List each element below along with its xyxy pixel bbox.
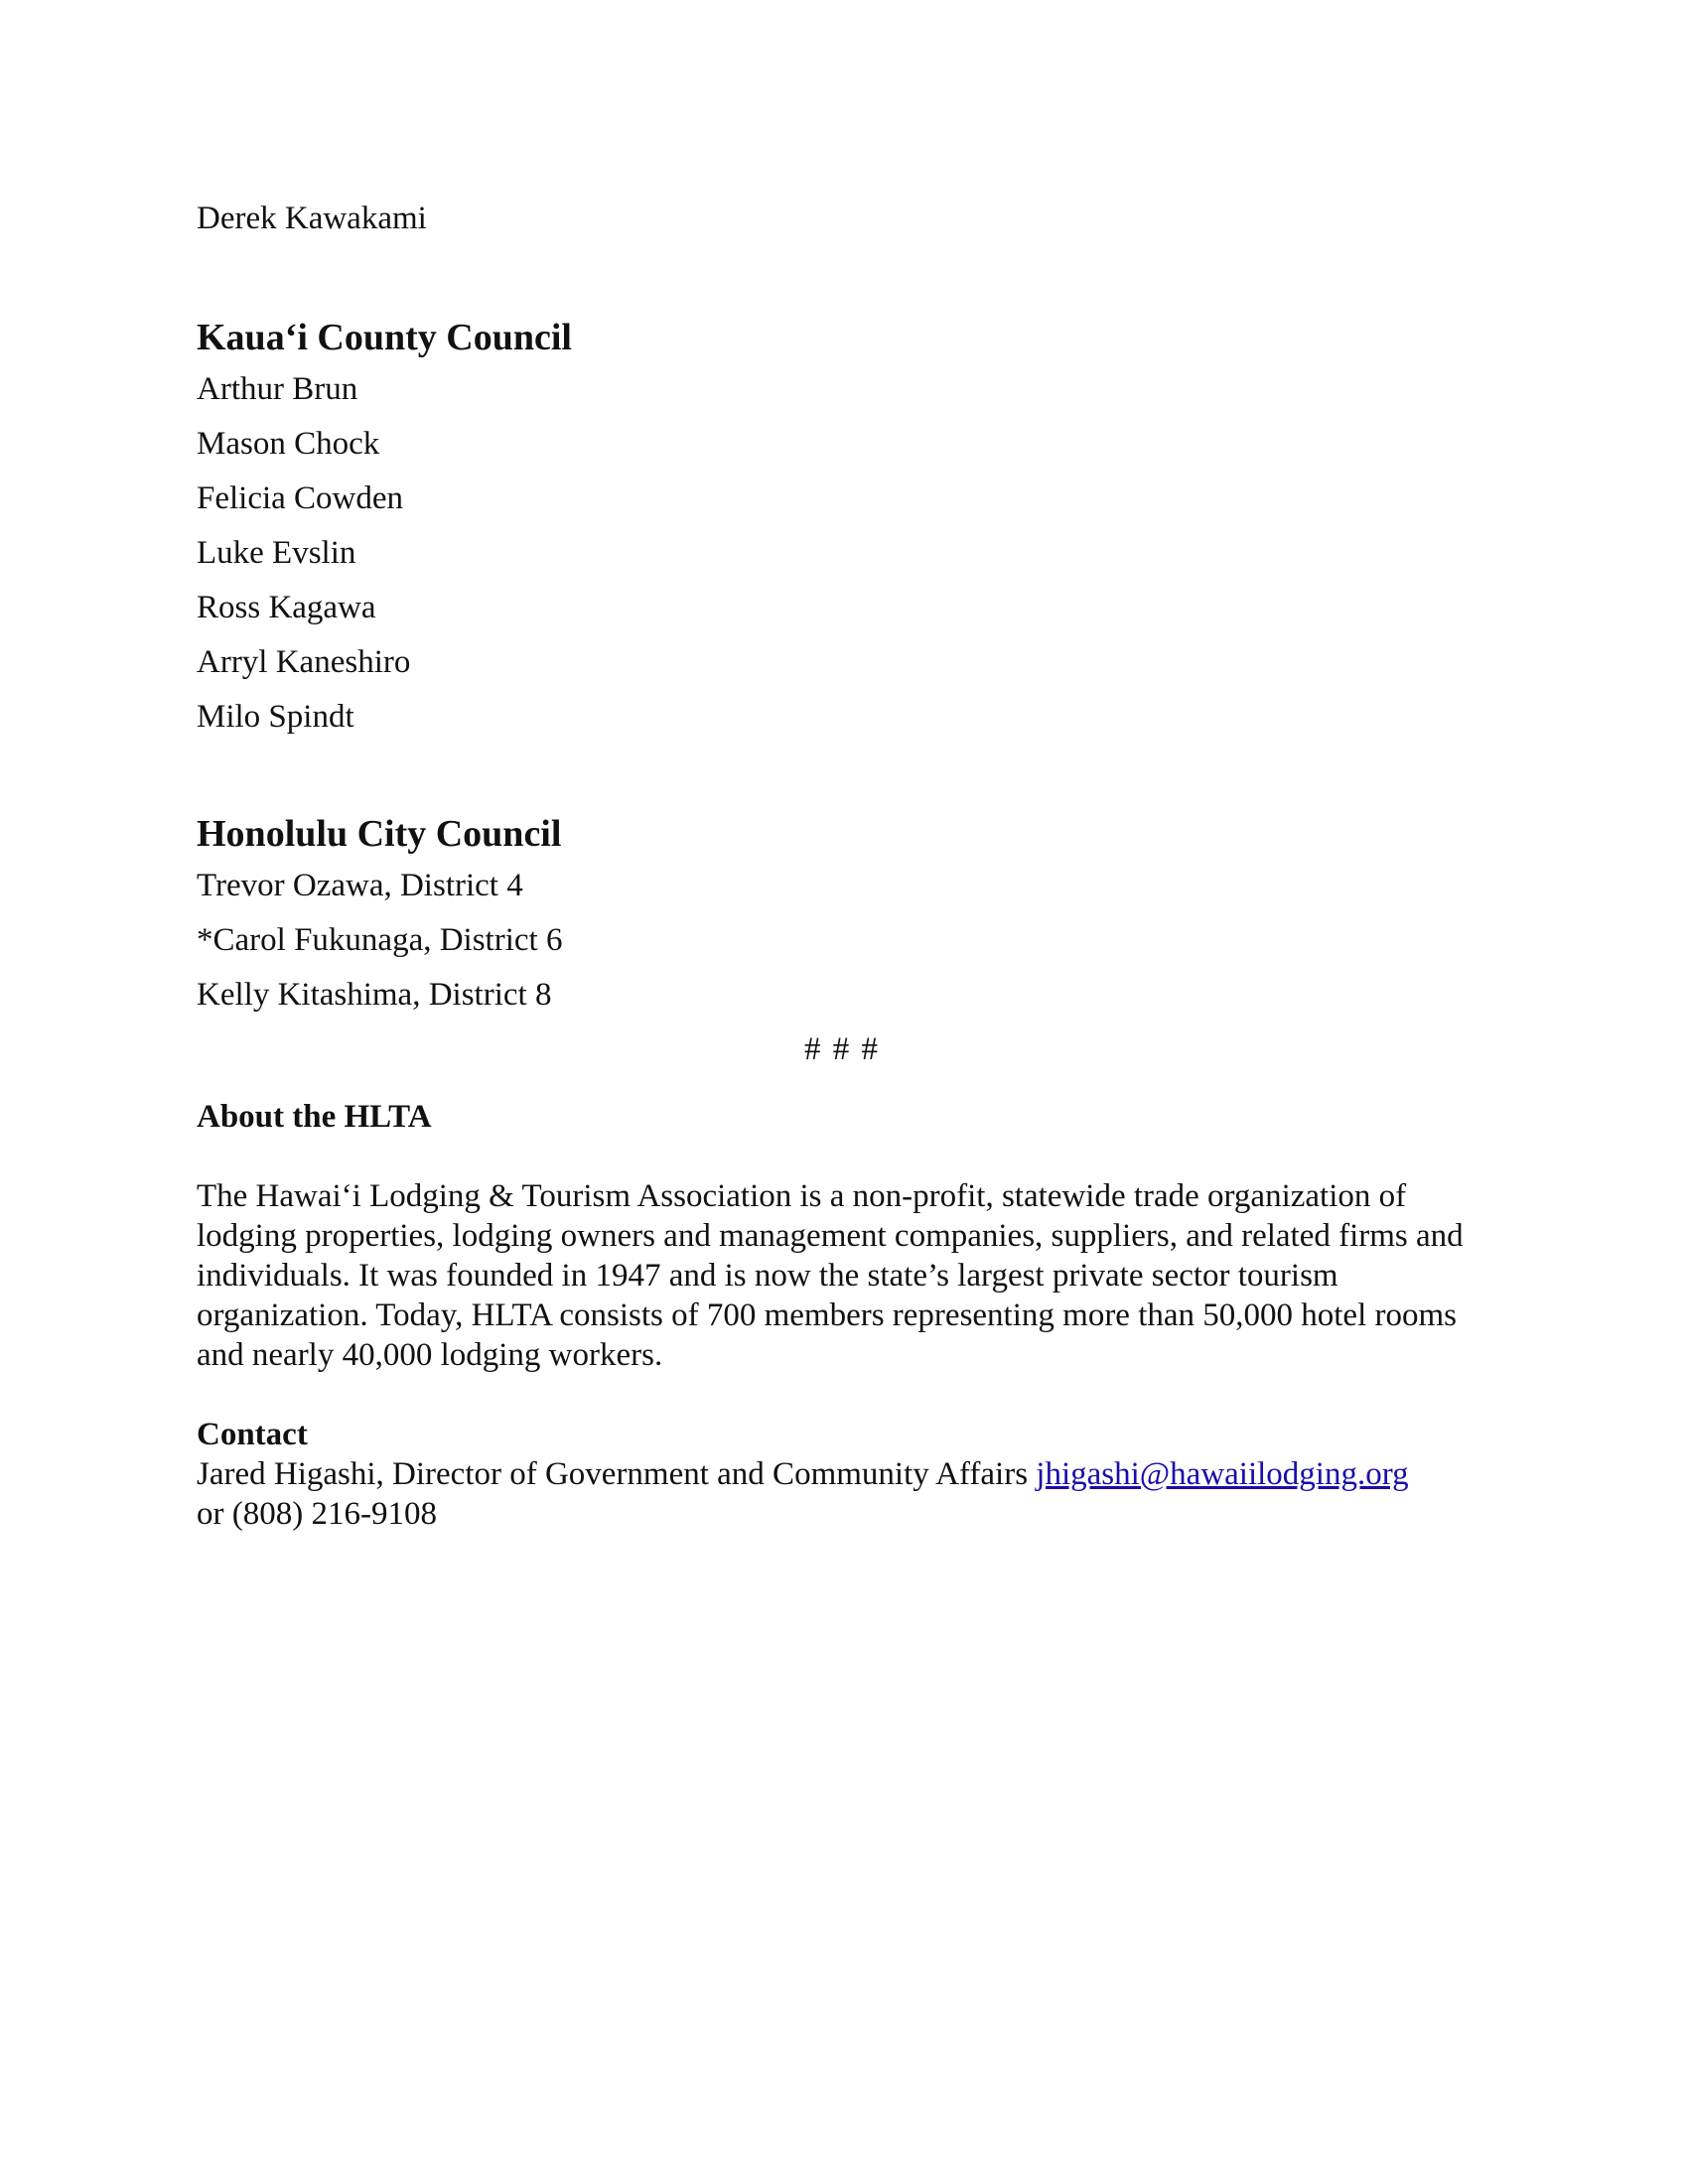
about-paragraph: The Hawaiʻi Lodging & Tourism Association is a non-profit, statewide trade organization of lodging properties, lodging owners and management companies, suppliers, and related firms and individuals. It was founded in 1947 and is now the state’s largest private sector tourism organization. Today, HLTA consists of 700 members representing more than 50,000 hotel rooms and nearly 40,000 lodging workers. [197, 1178, 1464, 1373]
contact-email-link[interactable]: jhigashi@hawaiilodging.org [1036, 1456, 1409, 1492]
honolulu-member: *Carol Fukunaga, District 6 [197, 922, 563, 958]
kauai-member: Mason Chock [197, 426, 380, 462]
kauai-member: Ross Kagawa [197, 590, 376, 625]
kauai-council-heading: Kauaʻi County Council [197, 317, 572, 358]
contact-phone: or (808) 216-9108 [197, 1496, 437, 1532]
honolulu-council-heading: Honolulu City Council [197, 813, 562, 855]
contact-paragraph [197, 1454, 1507, 1534]
kauai-member: Milo Spindt [197, 699, 354, 735]
kauai-council-section [197, 316, 572, 745]
top-name: Derek Kawakami [197, 201, 427, 236]
kauai-member: Arthur Brun [197, 371, 358, 407]
contact-person: Jared Higashi, Director of Government and Community Affairs [197, 1456, 1037, 1492]
honolulu-member: Kelly Kitashima, District 8 [197, 977, 552, 1013]
kauai-member: Luke Evslin [197, 535, 356, 571]
end-separator: # # # [804, 1031, 880, 1067]
honolulu-member-list [197, 859, 562, 1023]
contact-heading: Contact [197, 1417, 308, 1452]
kauai-member: Arryl Kaneshiro [197, 644, 411, 680]
kauai-member-list [197, 362, 572, 745]
honolulu-council-section [197, 812, 562, 1023]
about-heading: About the HLTA [197, 1099, 432, 1135]
honolulu-member: Trevor Ozawa, District 4 [197, 868, 523, 903]
kauai-member: Felicia Cowden [197, 480, 404, 516]
